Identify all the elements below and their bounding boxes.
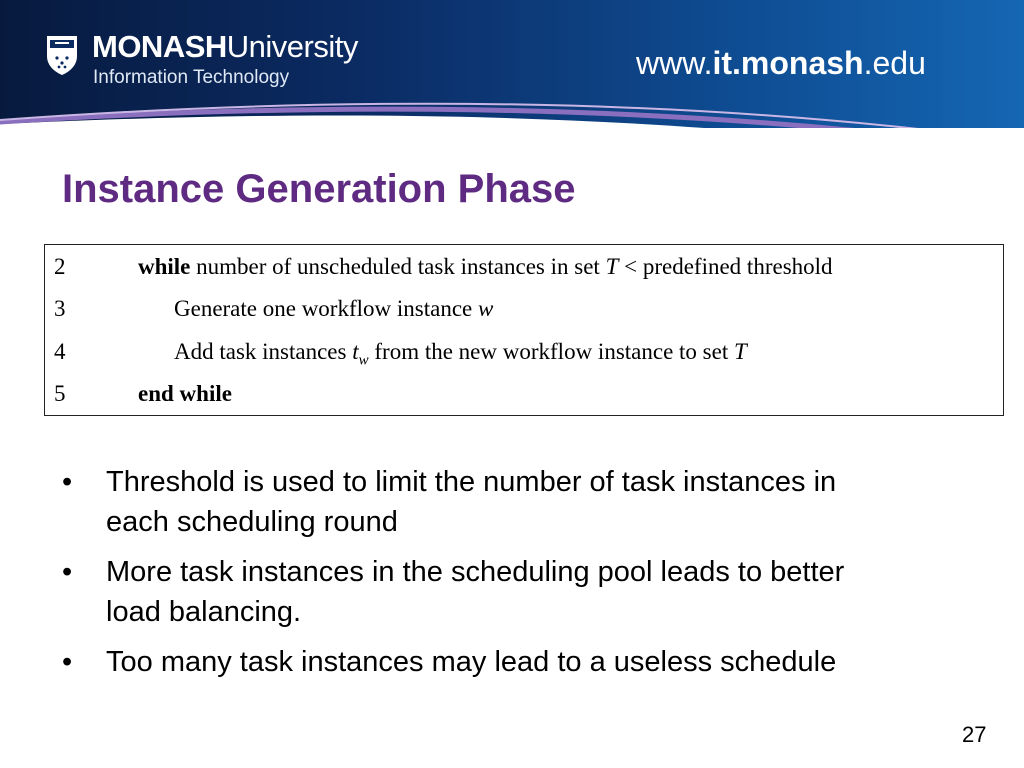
- code-text: Generate one workflow instance: [174, 296, 478, 321]
- bullet-text: Too many task instances may lead to a useless schedule: [106, 646, 837, 678]
- variable: t: [352, 339, 359, 364]
- keyword: while: [138, 254, 191, 279]
- code-text: < predefined threshold: [618, 254, 833, 279]
- url-suffix: .edu: [863, 45, 926, 81]
- bullet-dot-icon: •: [62, 466, 73, 498]
- code-text: Add task instances: [174, 339, 353, 364]
- slide-title: Instance Generation Phase: [62, 167, 576, 211]
- bullet-text: More task instances in the scheduling pool leads to better load balancing.: [106, 556, 845, 628]
- line-code: [174, 294, 493, 324]
- bullet-dot-icon: •: [62, 646, 73, 678]
- page-number: 27: [962, 722, 987, 747]
- variable: w: [478, 296, 494, 321]
- bullet-text: Threshold is used to limit the number of task instances in each scheduling round: [106, 466, 837, 538]
- line-number: 5: [54, 381, 66, 406]
- university-name: [92, 30, 358, 64]
- bullet-dot-icon: •: [62, 556, 73, 588]
- url-domain: it.monash: [712, 45, 864, 81]
- website-url: [636, 44, 926, 82]
- url-prefix: www.: [636, 45, 713, 81]
- faculty-name: Information Technology: [93, 67, 290, 88]
- variable: T: [733, 339, 747, 364]
- variable: T: [605, 254, 619, 279]
- keyword: end while: [138, 381, 232, 406]
- bullet-item: [62, 642, 902, 682]
- university-name-rest: University: [226, 29, 358, 64]
- algorithm-box: [44, 244, 1004, 416]
- header-banner: [0, 0, 1024, 128]
- bullet-list: [62, 462, 902, 692]
- line-number: 3: [54, 296, 66, 321]
- variable-subscript: w: [358, 352, 369, 369]
- bullet-item: [62, 552, 902, 632]
- line-number: 2: [54, 254, 66, 279]
- bullet-item: [62, 462, 902, 542]
- line-code: [138, 379, 232, 409]
- line-code: [138, 252, 833, 282]
- university-name-bold: MONASH: [92, 29, 227, 64]
- line-number: 4: [54, 339, 66, 364]
- line-code: [174, 337, 747, 367]
- code-text: number of unscheduled task instances in set: [190, 254, 606, 279]
- monash-crest-icon: [44, 34, 80, 76]
- code-text: from the new workflow instance to set: [368, 339, 734, 364]
